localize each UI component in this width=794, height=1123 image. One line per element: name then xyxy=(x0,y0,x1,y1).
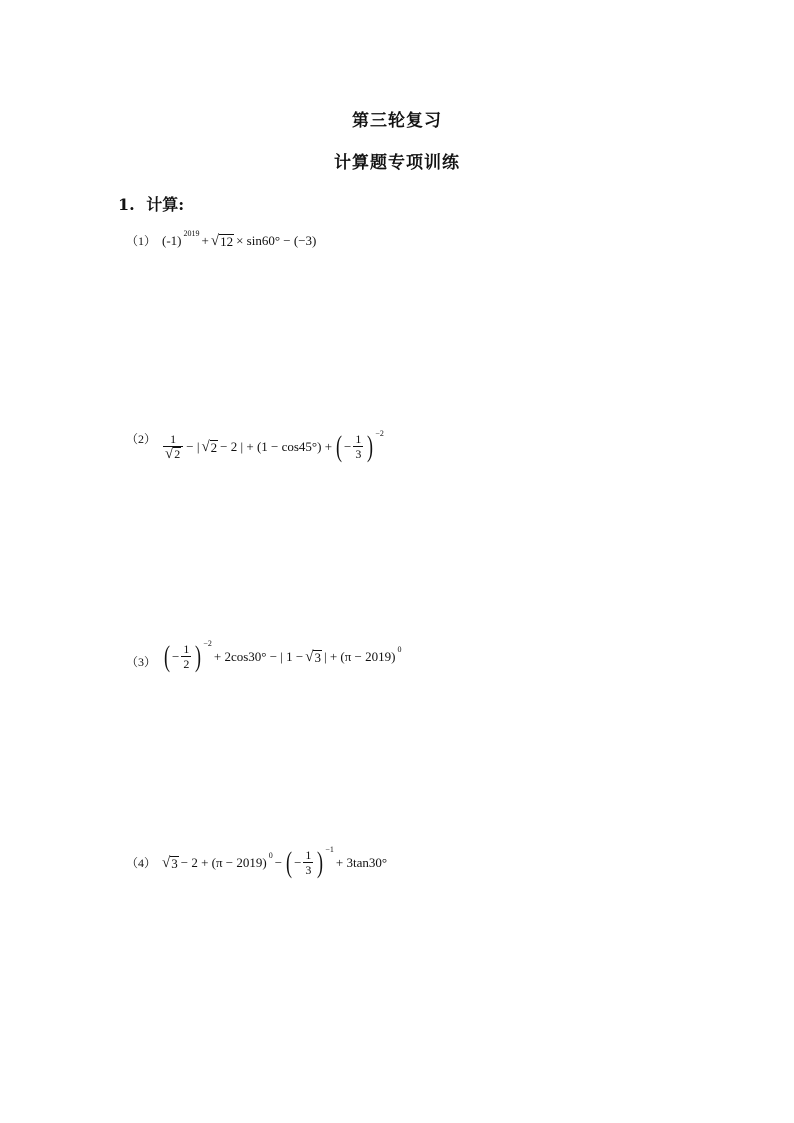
radicand: 12 xyxy=(220,234,234,249)
math-expression xyxy=(161,638,402,673)
problem-4 xyxy=(126,844,388,879)
math-expression xyxy=(161,228,317,249)
math-sign: − xyxy=(172,649,180,664)
math-exponent: 2019 xyxy=(183,228,200,238)
numerator: 1 xyxy=(355,432,362,446)
right-paren-icon: ) xyxy=(317,846,324,879)
question-number: 1. xyxy=(118,195,135,214)
math-term: | + (π − 2019) xyxy=(323,649,396,664)
denominator xyxy=(163,446,183,461)
math-sign: − xyxy=(344,439,352,454)
math-term: − 2 + (π − 2019) xyxy=(180,855,267,870)
square-root xyxy=(211,234,234,248)
problem-2 xyxy=(126,430,385,462)
question-text: 计算: xyxy=(146,195,185,214)
square-root xyxy=(305,650,322,664)
question-heading xyxy=(118,192,184,215)
math-operator: + xyxy=(201,233,209,248)
square-root xyxy=(162,856,179,870)
right-paren-icon: ) xyxy=(367,430,374,463)
left-paren-icon: ( xyxy=(164,640,171,673)
fraction xyxy=(353,433,363,461)
math-exponent: −2 xyxy=(203,638,212,648)
radical-sign-icon: √ xyxy=(305,649,314,665)
math-term: (-1) xyxy=(162,233,182,248)
radical-sign-icon: √ xyxy=(201,439,210,455)
parenthesized-fraction xyxy=(162,638,212,673)
fraction xyxy=(181,643,191,671)
math-exponent: −1 xyxy=(325,844,334,854)
numerator: 1 xyxy=(305,848,312,862)
page-subtitle: 计算题专项训练 xyxy=(334,153,460,173)
right-paren-icon: ) xyxy=(195,640,202,673)
fraction xyxy=(163,433,183,461)
fraction xyxy=(303,849,313,877)
radicand: 3 xyxy=(171,856,178,871)
numerator: 1 xyxy=(183,642,190,656)
problem-label: （3） xyxy=(126,655,157,669)
numerator: 1 xyxy=(170,432,177,446)
math-exponent: −2 xyxy=(375,428,384,438)
math-operator: − xyxy=(274,855,283,870)
problem-3 xyxy=(126,638,402,673)
radical-sign-icon: √ xyxy=(210,233,220,249)
math-exponent: 0 xyxy=(268,850,273,860)
problem-label: （1） xyxy=(126,234,157,248)
radical-sign-icon: √ xyxy=(165,446,174,462)
parenthesized-fraction xyxy=(334,428,384,463)
radical-sign-icon: √ xyxy=(162,855,171,871)
denominator: 3 xyxy=(305,863,312,877)
math-term: + 2cos30° − | 1 − xyxy=(213,649,304,664)
math-term: × sin60° − (−3) xyxy=(236,233,317,248)
problem-1 xyxy=(126,228,317,249)
problem-label: （2） xyxy=(126,432,157,446)
problem-label: （4） xyxy=(126,856,157,870)
radicand: 2 xyxy=(210,440,218,455)
page-title: 第三轮复习 xyxy=(352,111,442,131)
radicand: 3 xyxy=(314,650,321,665)
radicand: 2 xyxy=(174,447,181,461)
math-term: − 2 | + (1 − cos45°) + xyxy=(220,439,333,454)
math-expression xyxy=(161,428,385,463)
denominator: 2 xyxy=(183,657,190,671)
math-term: + 3tan30° xyxy=(335,855,388,870)
square-root xyxy=(201,440,218,454)
denominator: 3 xyxy=(355,447,362,461)
math-sign: − xyxy=(294,855,302,870)
math-expression xyxy=(161,844,388,879)
left-paren-icon: ( xyxy=(286,846,293,879)
parenthesized-fraction xyxy=(284,844,334,879)
math-exponent: 0 xyxy=(397,644,402,654)
math-operator: − | xyxy=(186,439,200,454)
left-paren-icon: ( xyxy=(336,430,343,463)
